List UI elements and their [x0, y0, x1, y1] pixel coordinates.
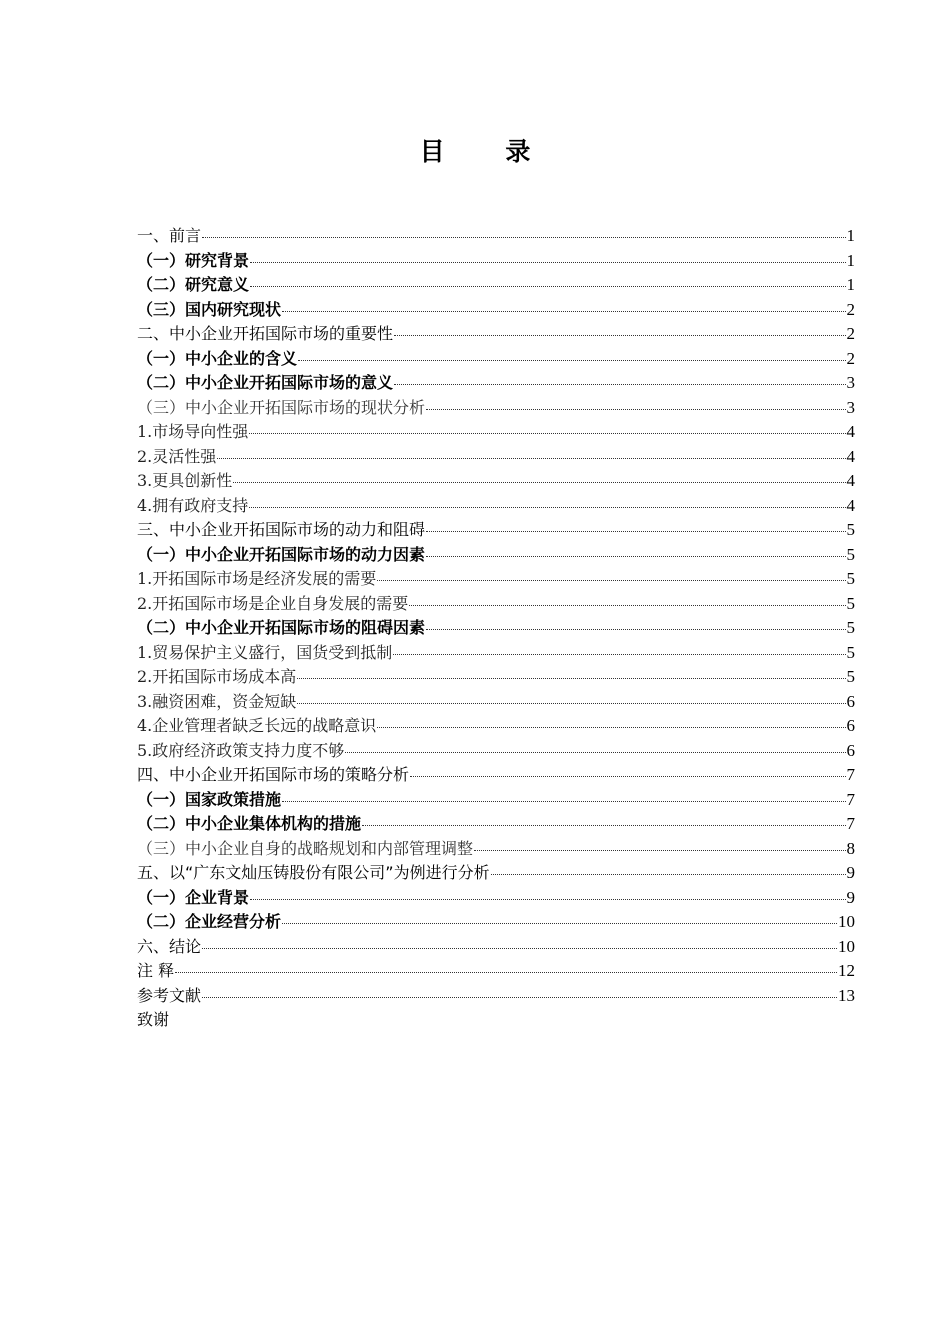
- dot-leader: [426, 408, 845, 410]
- dot-leader: [249, 506, 845, 508]
- toc-entry-page-number: 1: [846, 226, 855, 245]
- toc-entry[interactable]: [137, 371, 855, 396]
- toc-entry-page-number: 5: [846, 544, 855, 564]
- toc-entry-page-number: 5: [846, 642, 855, 662]
- toc-entry-label: 三、中小企业开拓国际市场的动力和阻碍: [137, 520, 426, 539]
- toc-entry-label: 致谢: [137, 1010, 170, 1029]
- toc-entry-page-number: 5: [846, 593, 855, 613]
- toc-entry[interactable]: [137, 714, 855, 739]
- toc-entry-page-number: 5: [846, 667, 855, 686]
- toc-entry-page-number: 5: [846, 618, 855, 637]
- toc-entry-label: 3.更具创新性: [137, 471, 233, 490]
- toc-entry-label: 二、中小企业开拓国际市场的重要性: [137, 324, 394, 343]
- toc-entry-page-number: 4: [846, 446, 855, 466]
- dot-leader: [298, 359, 845, 361]
- toc-entry[interactable]: [137, 249, 855, 274]
- toc-entry-label: （一）企业背景: [137, 887, 250, 907]
- dot-leader: [297, 677, 845, 679]
- toc-entry-label: 参考文献: [137, 985, 202, 1005]
- toc-entry[interactable]: [137, 592, 855, 617]
- toc-entry[interactable]: [137, 494, 855, 519]
- toc-entry[interactable]: [137, 910, 855, 935]
- toc-entry-page-number: 9: [846, 863, 855, 882]
- toc-entry-label: 一、前言: [137, 226, 202, 245]
- dot-leader: [393, 653, 845, 655]
- toc-entry[interactable]: [137, 959, 855, 984]
- toc-entry[interactable]: [137, 567, 855, 592]
- toc-entry-page-number: 10: [838, 936, 855, 956]
- toc-entry[interactable]: [137, 837, 855, 862]
- toc-entry-label: 2.灵活性强: [137, 446, 217, 466]
- dot-leader: [362, 824, 845, 826]
- toc-entry-page-number: 7: [846, 789, 855, 809]
- toc-entry-label: （一）国家政策措施: [137, 789, 282, 809]
- toc-entry-label: （一）中小企业开拓国际市场的动力因素: [137, 544, 426, 564]
- toc-entry-label: 注 释: [137, 961, 175, 980]
- dot-leader: [410, 775, 845, 777]
- toc-entry-page-number: 7: [846, 765, 855, 784]
- toc-entry-label: （二）中小企业开拓国际市场的阻碍因素: [137, 618, 426, 637]
- dot-leader: [202, 947, 837, 949]
- dot-leader: [249, 432, 845, 434]
- table-of-contents: [137, 224, 855, 1033]
- toc-entry-label: （三）国内研究现状: [137, 299, 282, 319]
- dot-leader: [394, 334, 845, 336]
- dot-leader: [377, 579, 845, 581]
- toc-entry-label: （三）中小企业自身的战略规划和内部管理调整: [137, 838, 474, 858]
- toc-entry[interactable]: [137, 665, 855, 690]
- toc-entry-page-number: 6: [846, 691, 855, 711]
- dot-leader: [175, 971, 837, 973]
- toc-entry[interactable]: [137, 739, 855, 764]
- toc-entry[interactable]: [137, 812, 855, 837]
- toc-entry[interactable]: [137, 1008, 855, 1033]
- dot-leader: [217, 457, 845, 459]
- toc-entry[interactable]: [137, 347, 855, 372]
- toc-entry[interactable]: [137, 886, 855, 911]
- toc-entry-label: （二）企业经营分析: [137, 912, 282, 931]
- dot-leader: [426, 555, 845, 557]
- dot-leader: [377, 726, 845, 728]
- toc-entry[interactable]: [137, 763, 855, 788]
- toc-entry-label: （二）中小企业集体机构的措施: [137, 814, 362, 833]
- toc-entry-page-number: 10: [838, 912, 855, 931]
- toc-entry[interactable]: [137, 935, 855, 960]
- toc-entry-label: 1.贸易保护主义盛行，国货受到抵制: [137, 642, 393, 662]
- toc-entry-page-number: 9: [846, 887, 855, 907]
- toc-entry[interactable]: [137, 984, 855, 1009]
- dot-leader: [282, 310, 845, 312]
- toc-entry-page-number: 2: [846, 324, 855, 343]
- toc-entry-label: （三）中小企业开拓国际市场的现状分析: [137, 397, 426, 417]
- toc-entry[interactable]: [137, 445, 855, 470]
- toc-entry-label: 1.开拓国际市场是经济发展的需要: [137, 569, 377, 588]
- page-title: 目 录: [419, 137, 557, 166]
- dot-leader: [282, 922, 837, 924]
- toc-entry[interactable]: [137, 690, 855, 715]
- toc-entry-page-number: 4: [846, 495, 855, 515]
- toc-entry[interactable]: [137, 298, 855, 323]
- dot-leader: [345, 751, 845, 753]
- toc-entry-page-number: 2: [846, 299, 855, 319]
- toc-entry[interactable]: [137, 469, 855, 494]
- dot-leader: [202, 236, 845, 238]
- toc-entry-page-number: 4: [846, 422, 855, 441]
- toc-entry[interactable]: [137, 273, 855, 298]
- toc-entry-page-number: 2: [846, 348, 855, 368]
- dot-leader: [250, 898, 845, 900]
- toc-entry-page-number: 3: [846, 373, 855, 392]
- toc-entry-label: 5.政府经济政策支持力度不够: [137, 740, 345, 760]
- toc-entry[interactable]: [137, 641, 855, 666]
- toc-entry-label: 五、以“广东文灿压铸股份有限公司”为例进行分析: [137, 863, 490, 882]
- toc-entry-label: 2.开拓国际市场是企业自身发展的需要: [137, 593, 409, 613]
- toc-entry-page-number: 12: [838, 961, 855, 980]
- toc-entry-page-number: 1: [846, 250, 855, 270]
- toc-entry-page-number: 5: [846, 569, 855, 588]
- toc-entry-page-number: 5: [846, 520, 855, 539]
- toc-entry-page-number: 1: [846, 275, 855, 294]
- toc-entry[interactable]: [137, 322, 855, 347]
- toc-entry-page-number: 6: [846, 740, 855, 760]
- dot-leader: [250, 261, 845, 263]
- dot-leader: [233, 481, 845, 483]
- toc-entry-page-number: 13: [838, 985, 855, 1005]
- toc-entry[interactable]: [137, 861, 855, 886]
- dot-leader: [474, 849, 845, 851]
- toc-entry[interactable]: [137, 224, 855, 249]
- toc-entry-label: （一）中小企业的含义: [137, 348, 298, 368]
- dot-leader: [282, 800, 845, 802]
- toc-entry-page-number: 4: [846, 471, 855, 490]
- toc-entry-label: （二）研究意义: [137, 275, 250, 294]
- toc-entry-page-number: 6: [846, 716, 855, 735]
- dot-leader: [491, 873, 846, 875]
- toc-entry-label: 六、结论: [137, 936, 202, 956]
- toc-entry-label: 2.开拓国际市场成本高: [137, 667, 297, 686]
- dot-leader: [297, 702, 845, 704]
- dot-leader: [426, 530, 845, 532]
- toc-entry[interactable]: [137, 543, 855, 568]
- toc-entry-label: 四、中小企业开拓国际市场的策略分析: [137, 765, 410, 784]
- toc-entry[interactable]: [137, 518, 855, 543]
- dot-leader: [202, 996, 837, 998]
- toc-entry-page-number: 3: [846, 397, 855, 417]
- toc-entry-label: （二）中小企业开拓国际市场的意义: [137, 373, 394, 392]
- toc-entry-label: 4.企业管理者缺乏长远的战略意识: [137, 716, 377, 735]
- dot-leader: [426, 628, 845, 630]
- toc-entry-label: 1.市场导向性强: [137, 422, 249, 441]
- dot-leader: [250, 285, 845, 287]
- toc-entry-page-number: 7: [846, 814, 855, 833]
- toc-entry-label: （一）研究背景: [137, 250, 250, 270]
- toc-entry[interactable]: [137, 420, 855, 445]
- toc-entry[interactable]: [137, 788, 855, 813]
- toc-entry[interactable]: [137, 396, 855, 421]
- toc-entry[interactable]: [137, 616, 855, 641]
- toc-entry-label: 4.拥有政府支持: [137, 495, 249, 515]
- toc-entry-label: 3.融资困难，资金短缺: [137, 691, 297, 711]
- toc-entry-page-number: 8: [846, 838, 855, 858]
- dot-leader: [409, 604, 845, 606]
- dot-leader: [394, 383, 845, 385]
